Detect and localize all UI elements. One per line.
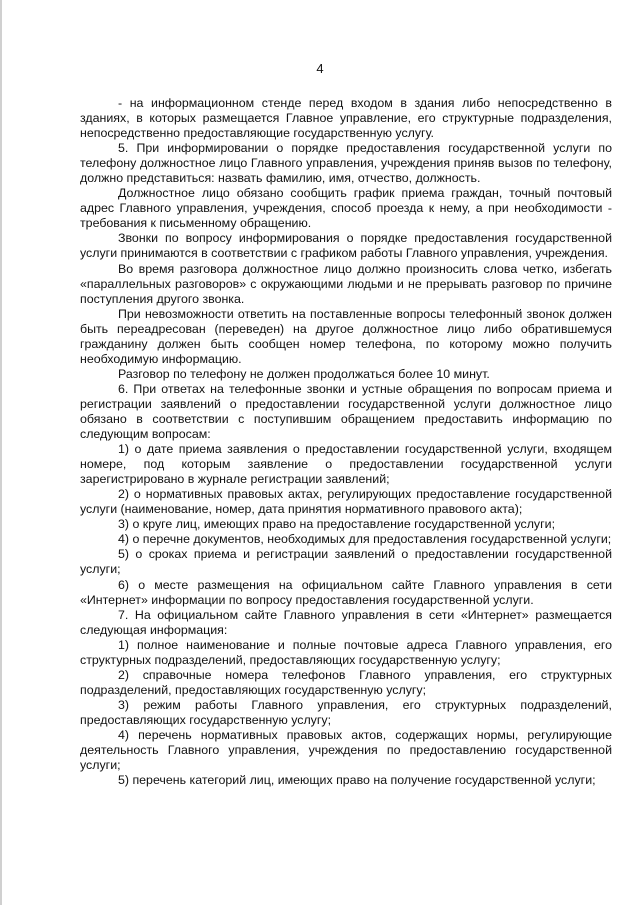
list-item-6-5: 5) о сроках приема и регистрации заявлений о предоставлении государственной услуги; xyxy=(80,547,612,577)
page-number: 4 xyxy=(316,61,324,76)
paragraph-phone-informing: 5. При информировании о порядке предоставления государственной услуги по телефону должностное лицо Главного управления, учреждения приняв вызов по телефону, должно представиться: назвать фамилию, имя, отчество, должность. xyxy=(80,141,612,186)
paragraph-stand-info: - на информационном стенде перед входом в здания либо непосредственно в зданиях, в которых размещается Главное управление, его структурные подразделения, непосредственно предоставляющие государственную услугу. xyxy=(80,96,612,141)
list-item-7-2: 2) справочные номера телефонов Главного управления, его структурных подразделений, предоставляющих государственную услугу; xyxy=(80,667,612,697)
list-item-6-3: 3) о круге лиц, имеющих право на предоставление государственной услуги; xyxy=(118,517,556,532)
paragraph-call-redirect: При невозможности ответить на поставленные вопросы телефонный звонок должен быть переадресован (переведен) на другое должностное лицо либо обратившемуся гражданину должен быть сообщен номер телефона, по которому можно получить необходимую информацию. xyxy=(80,306,612,366)
scan-edge-shadow xyxy=(0,0,2,905)
paragraph-conversation-rules: Во время разговора должностное лицо должно произносить слова четко, избегать «параллельных разговоров» с окружающими людьми и не прерывать разговор по причине поступления другого звонка. xyxy=(80,261,612,306)
list-item-7-5: 5) перечень категорий лиц, имеющих право на получение государственной услуги; xyxy=(118,773,596,788)
list-item-6-4: 4) о перечне документов, необходимых для предоставления государственной услуги; xyxy=(118,532,612,547)
paragraph-section-7: 7. На официальном сайте Главного управления в сети «Интернет» размещается следующая информация: xyxy=(80,607,612,637)
list-item-7-4: 4) перечень нормативных правовых актов, содержащих нормы, регулирующие деятельность Главного управления, учреждения по предоставлению государственной услуги; xyxy=(80,727,612,773)
paragraph-calls-schedule: Звонки по вопросу информирования о порядке предоставления государственной услуги принимаются в соответствии с графиком работы Главного управления, учреждения. xyxy=(80,231,612,261)
list-item-6-1: 1) о дате приема заявления о предоставлении государственной услуги, входящем номере, под которым заявление о предоставлении государственной услуги зарегистрировано в журнале регистрации заявлений; xyxy=(80,442,612,487)
list-item-6-6: 6) о месте размещения на официальном сайте Главного управления в сети «Интернет» информации по вопросу предоставления государственной услуги. xyxy=(80,577,612,607)
paragraph-official-duty: Должностное лицо обязано сообщить график приема граждан, точный почтовый адрес Главного управления, учреждения, способ проезда к нему, а при необходимости - требования к письменному обращению. xyxy=(80,186,612,231)
list-item-7-3: 3) режим работы Главного управления, его структурных подразделений, предоставляющих государственную услугу; xyxy=(80,697,612,727)
paragraph-call-duration: Разговор по телефону не должен продолжаться более 10 минут. xyxy=(118,366,490,381)
list-item-6-2: 2) о нормативных правовых актах, регулирующих предоставление государственной услуги (наименование, номер, дата принятия нормативного правового акта); xyxy=(80,487,612,517)
list-item-7-1: 1) полное наименование и полные почтовые адреса Главного управления, его структурных подразделений, предоставляющих государственную услугу; xyxy=(80,637,612,667)
paragraph-section-6: 6. При ответах на телефонные звонки и устные обращения по вопросам приема и регистрации заявлений о предоставлении государственной услуги должностное лицо обязано в соответствии с поступившим обращением предоставить информацию по следующим вопросам: xyxy=(80,381,612,442)
document-body xyxy=(80,96,612,788)
